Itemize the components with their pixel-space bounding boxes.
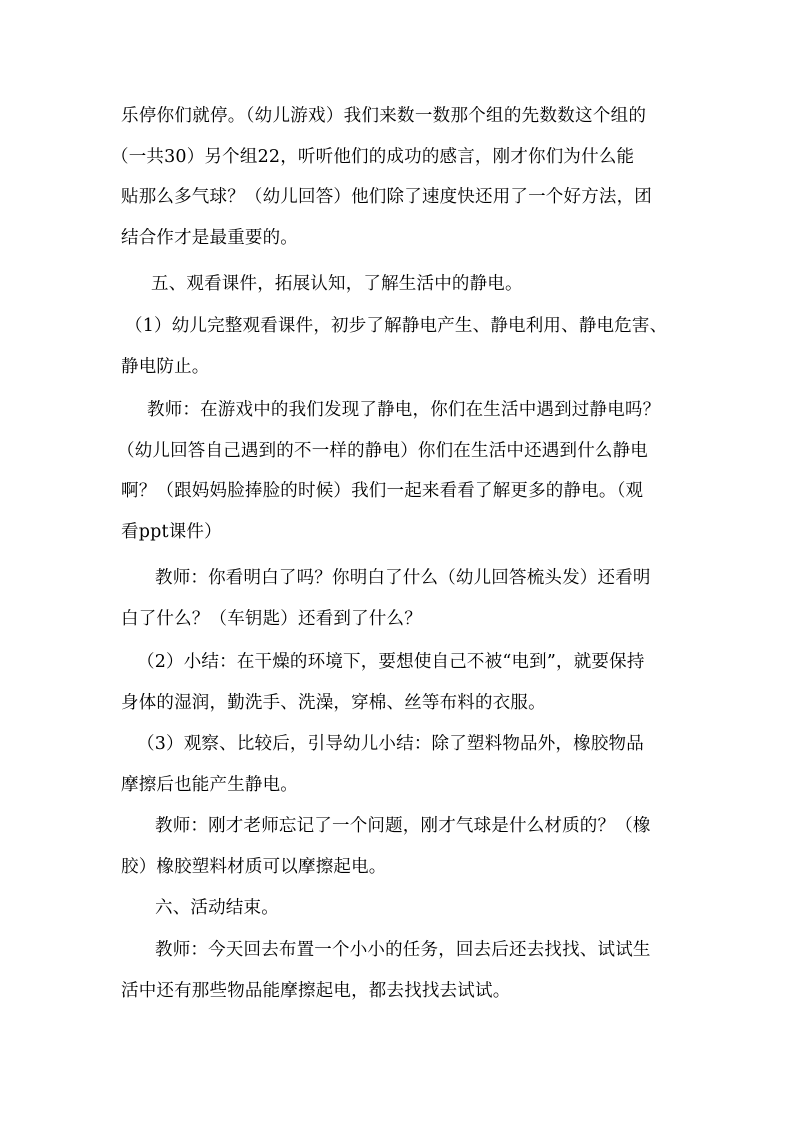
text-line: 教师：在游戏中的我们发现了静电，你们在生活中遇到过静电吗？ [147, 400, 661, 420]
paragraph-step-2-summary [121, 642, 677, 723]
text-line: 摩擦后也能产生静电。 [121, 774, 298, 795]
text-line: （一共30）另个组22，听听他们的成功的感言，刚才你们为什么能 [111, 146, 635, 167]
text-line: 贴那么多气球？（幼儿回答）他们除了速度快还用了一个好方法，团 [121, 187, 652, 207]
text-line: （2）小结：在干燥的环境下，要想使自己不被“电到”，就要保持 [137, 652, 645, 672]
text-line: 乐停你们就停。（幼儿游戏）我们来数一数那个组的先数数这个组的 [121, 106, 647, 126]
text-line: 胶）橡胶塑料材质可以摩擦起电。 [121, 856, 387, 877]
text-line: 教师：你看明白了吗？你明白了什么（幼儿回答梳头发）还看明 [155, 568, 651, 588]
text-line: （1）幼儿完整观看课件，初步了解静电产生、静电利用、静电危害、 [125, 316, 668, 336]
paragraph-step-3-observe [121, 724, 677, 805]
text-line: （3）观察、比较后，引导幼儿小结：除了塑料物品外，橡胶物品 [137, 734, 644, 754]
text-line: 静电防止。 [121, 356, 210, 377]
text-line: 六、活动结束。 [155, 898, 279, 918]
text-line: 教师：刚才老师忘记了一个问题，刚才气球是什么材质的？（橡 [155, 816, 651, 836]
text-line: 五、观看课件，拓展认知，了解生活中的静电。 [151, 274, 523, 294]
paragraph-teacher-question [117, 390, 677, 552]
text-line: 教师：今天回去布置一个小小的任务，回去后还去找找、试试生 [155, 940, 651, 960]
section-heading-five [151, 264, 707, 305]
text-line: 白了什么？（车钥匙）还看到了什么？ [121, 608, 422, 629]
text-line: 啊？（跟妈妈脸捧脸的时候）我们一起来看看了解更多的静电。（观 [121, 481, 644, 501]
section-heading-six [155, 888, 711, 929]
text-line: 身体的湿润，勤洗手、洗澡，穿棉、丝等布料的衣服。 [121, 692, 546, 713]
paragraph-game-summary [111, 96, 677, 258]
paragraph-teacher-task [121, 930, 677, 1011]
text-line: 看ppt课件） [121, 521, 222, 542]
text-line: （幼儿回答自己遇到的不一样的静电）你们在生活中还遇到什么静电 [117, 440, 648, 461]
paragraph-teacher-material [121, 806, 677, 887]
paragraph-step-1 [121, 306, 677, 387]
text-line: 活中还有那些物品能摩擦起电，都去找找去试试。 [121, 980, 511, 1001]
text-line: 结合作才是最重要的。 [121, 227, 298, 248]
paragraph-teacher-understand [121, 558, 677, 639]
